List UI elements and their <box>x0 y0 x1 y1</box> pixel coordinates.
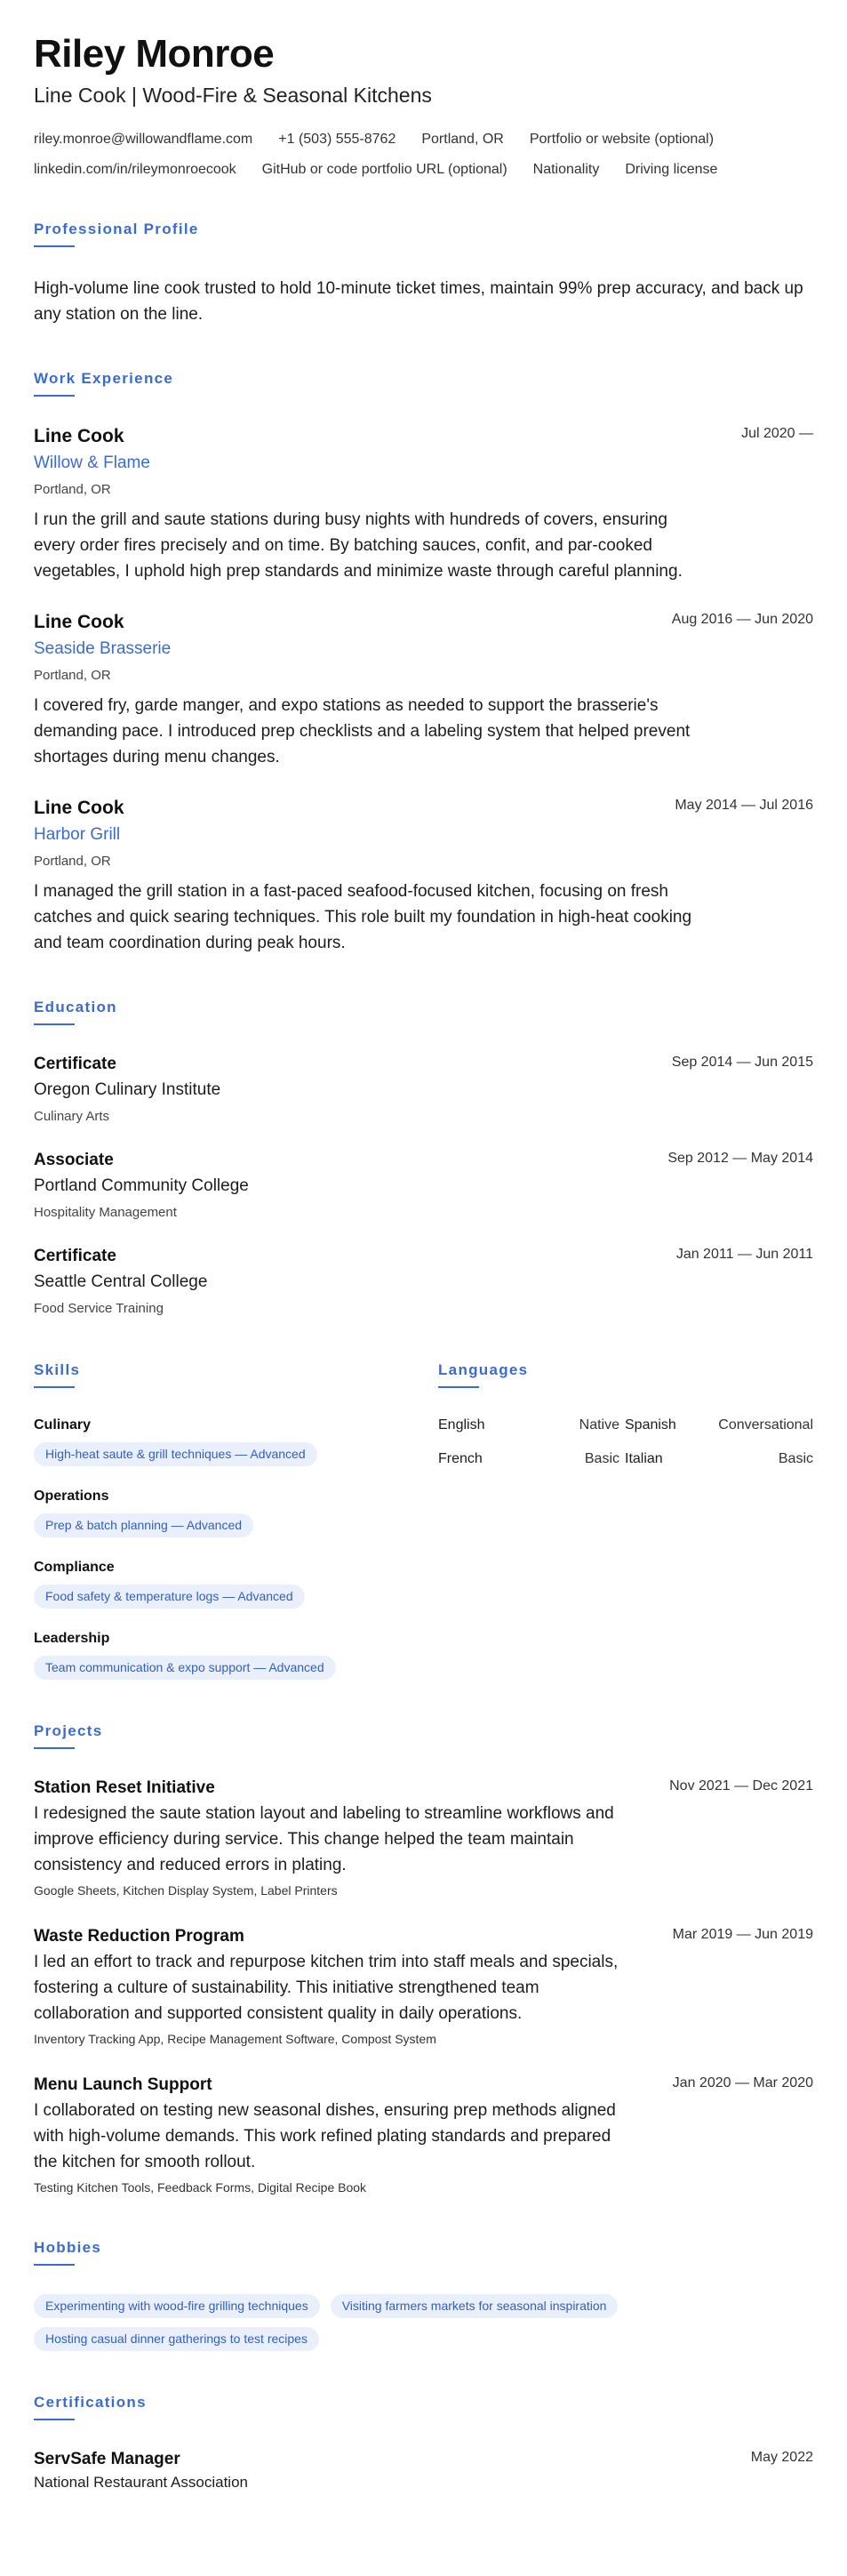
language-list <box>438 1416 813 1468</box>
contact-linkedin[interactable]: linkedin.com/in/rileymonroecook <box>34 162 236 177</box>
language-item <box>625 1416 813 1434</box>
contact-list <box>34 132 813 178</box>
skill-group <box>34 1559 438 1609</box>
degree: Certificate <box>34 1247 116 1265</box>
skill-tag: Prep & batch planning — Advanced <box>34 1513 253 1537</box>
job-location: Portland, OR <box>34 482 111 497</box>
field-of-study: Food Service Training <box>34 1301 164 1316</box>
section-divider <box>34 1747 75 1749</box>
education-entry <box>34 1150 813 1223</box>
entry-dates: Jan 2020 — Mar 2020 <box>672 2075 813 2090</box>
field-of-study: Culinary Arts <box>34 1109 110 1124</box>
skill-group <box>34 1416 438 1466</box>
entry-dates: Jan 2011 — Jun 2011 <box>675 1247 813 1262</box>
job-location: Portland, OR <box>34 854 111 869</box>
projects-section <box>34 1722 813 2196</box>
language-level: Basic <box>584 1451 619 1466</box>
skill-category: Culinary <box>34 1417 92 1432</box>
project-name: Menu Launch Support <box>34 2075 212 2094</box>
language-item <box>438 1416 625 1434</box>
experience-entry <box>34 611 813 770</box>
section-divider <box>34 1023 75 1025</box>
skills-languages-row <box>34 1361 813 1680</box>
project-description: I collaborated on testing new seasonal dishes, ensuring prep methods aligned with high-volume demands. This work refined plating standards and prepared the kitchen for smooth rollout. <box>34 2101 616 2171</box>
section-divider <box>34 395 75 397</box>
hobby-tag: Visiting farmers markets for seasonal inspiration <box>331 2294 619 2318</box>
profile-summary: High-volume line cook trusted to hold 10-minute ticket times, maintain 99% prep accuracy, and back up any station on the line. <box>34 279 803 324</box>
entry-dates: May 2014 — Jul 2016 <box>675 798 813 813</box>
project-entry <box>34 1778 813 1899</box>
section-divider <box>34 245 75 247</box>
skill-category: Leadership <box>34 1631 110 1646</box>
job-title: Line Cook <box>34 798 124 818</box>
certification-date: May 2022 <box>750 2450 813 2465</box>
languages-section <box>438 1361 813 1680</box>
contact-email[interactable]: riley.monroe@willowandflame.com <box>34 132 253 147</box>
project-description: I led an effort to track and repurpose kitchen trim into staff meals and specials, fostering a culture of sustainability. This initiative strengthened team collaboration and supported consistent quality in daily operations. <box>34 1953 619 2023</box>
job-description: I run the grill and saute stations during busy nights with hundreds of covers, ensuring every order fires precisely and on time. By batching sauces, confit, and par-cooked vegetables, I uphold high prep standards and minimize waste through careful planning. <box>34 510 683 581</box>
contact-nationality: Nationality <box>532 162 600 177</box>
section-divider <box>34 1386 75 1388</box>
language-level: Native <box>579 1417 619 1432</box>
contact-phone[interactable]: +1 (503) 555-8762 <box>278 132 396 147</box>
project-name: Station Reset Initiative <box>34 1778 215 1797</box>
job-title: Line Cook <box>34 612 124 632</box>
company-name: Harbor Grill <box>34 825 121 844</box>
language-name: French <box>438 1451 483 1466</box>
section-title: Work Experience <box>34 370 174 387</box>
experience-entry <box>34 425 813 584</box>
job-title: Line Cook <box>34 426 124 446</box>
degree: Certificate <box>34 1055 116 1073</box>
entry-dates: Aug 2016 — Jun 2020 <box>671 612 813 627</box>
hobby-tag: Hosting casual dinner gatherings to test recipes <box>34 2327 319 2351</box>
entry-dates: Jul 2020 — <box>741 426 813 441</box>
project-entry <box>34 1926 813 2048</box>
education-entry <box>34 1054 813 1127</box>
section-title: Languages <box>438 1361 529 1378</box>
language-item <box>438 1450 625 1468</box>
section-title: Skills <box>34 1361 81 1378</box>
language-name: Spanish <box>625 1417 676 1432</box>
skill-group <box>34 1630 438 1680</box>
language-name: Italian <box>625 1451 663 1466</box>
school-name: Seattle Central College <box>34 1272 208 1291</box>
project-tools: Google Sheets, Kitchen Display System, Label Printers <box>34 1883 338 1898</box>
degree: Associate <box>34 1151 114 1169</box>
entry-dates: Mar 2019 — Jun 2019 <box>672 1927 813 1942</box>
job-description: I managed the grill station in a fast-paced seafood-focused kitchen, focusing on fresh catches and quick searing techniques. This role built my foundation in high-heat cooking and team coordination during peak hours. <box>34 882 692 952</box>
candidate-name: Riley Monroe <box>34 32 275 76</box>
candidate-headline: Line Cook | Wood-Fire & Seasonal Kitchens <box>34 84 432 107</box>
hobbies-section <box>34 2239 813 2351</box>
resume-header <box>34 30 813 178</box>
section-divider <box>34 2264 75 2266</box>
contact-github[interactable]: GitHub or code portfolio URL (optional) <box>261 162 507 177</box>
skill-tag: Team communication & expo support — Advanced <box>34 1656 336 1680</box>
contact-driving-license: Driving license <box>625 162 718 177</box>
experience-section <box>34 370 813 956</box>
certification-name: ServSafe Manager <box>34 2450 180 2468</box>
experience-entry <box>34 797 813 956</box>
project-description: I redesigned the saute station layout and labeling to streamline workflows and improve efficiency during service. This change helped the team maintain consistency and reduced errors in plating. <box>34 1804 614 1874</box>
profile-section <box>34 221 813 327</box>
education-entry <box>34 1246 813 1319</box>
language-item <box>625 1450 813 1468</box>
school-name: Portland Community College <box>34 1176 249 1195</box>
section-divider <box>438 1386 479 1388</box>
skill-category: Operations <box>34 1489 109 1504</box>
certification-issuer: National Restaurant Association <box>34 2474 248 2491</box>
entry-dates: Nov 2021 — Dec 2021 <box>669 1778 813 1794</box>
skill-group <box>34 1488 438 1537</box>
language-level: Conversational <box>718 1417 813 1432</box>
skills-section <box>34 1361 438 1680</box>
project-tools: Testing Kitchen Tools, Feedback Forms, Digital Recipe Book <box>34 2180 367 2195</box>
project-tools: Inventory Tracking App, Recipe Management Software, Compost System <box>34 2032 436 2046</box>
hobby-tag: Experimenting with wood-fire grilling techniques <box>34 2294 320 2318</box>
hobby-list <box>34 2294 813 2351</box>
language-name: English <box>438 1417 485 1432</box>
section-title: Professional Profile <box>34 221 199 237</box>
education-section <box>34 999 813 1319</box>
skill-tag: High-heat saute & grill techniques — Advanced <box>34 1442 317 1466</box>
project-entry <box>34 2074 813 2196</box>
field-of-study: Hospitality Management <box>34 1205 177 1220</box>
contact-portfolio[interactable]: Portfolio or website (optional) <box>529 132 715 147</box>
contact-location: Portland, OR <box>421 132 504 147</box>
entry-dates: Sep 2012 — May 2014 <box>667 1151 813 1166</box>
skill-tag: Food safety & temperature logs — Advanced <box>34 1585 305 1609</box>
certifications-section <box>34 2394 813 2493</box>
section-title: Education <box>34 999 117 1015</box>
section-title: Hobbies <box>34 2239 102 2256</box>
company-name: Seaside Brasserie <box>34 639 172 658</box>
language-level: Basic <box>778 1451 813 1466</box>
project-name: Waste Reduction Program <box>34 1927 244 1946</box>
section-divider <box>34 2419 75 2420</box>
job-location: Portland, OR <box>34 668 111 683</box>
skill-category: Compliance <box>34 1560 115 1575</box>
job-description: I covered fry, garde manger, and expo stations as needed to support the brasserie's demanding pace. I introduced prep checklists and a labeling system that helped prevent shortages during menu changes. <box>34 696 691 766</box>
company-name: Willow & Flame <box>34 453 150 472</box>
certification-entry <box>34 2449 813 2493</box>
school-name: Oregon Culinary Institute <box>34 1080 221 1099</box>
entry-dates: Sep 2014 — Jun 2015 <box>671 1055 813 1070</box>
section-title: Certifications <box>34 2394 147 2411</box>
section-title: Projects <box>34 1722 103 1739</box>
